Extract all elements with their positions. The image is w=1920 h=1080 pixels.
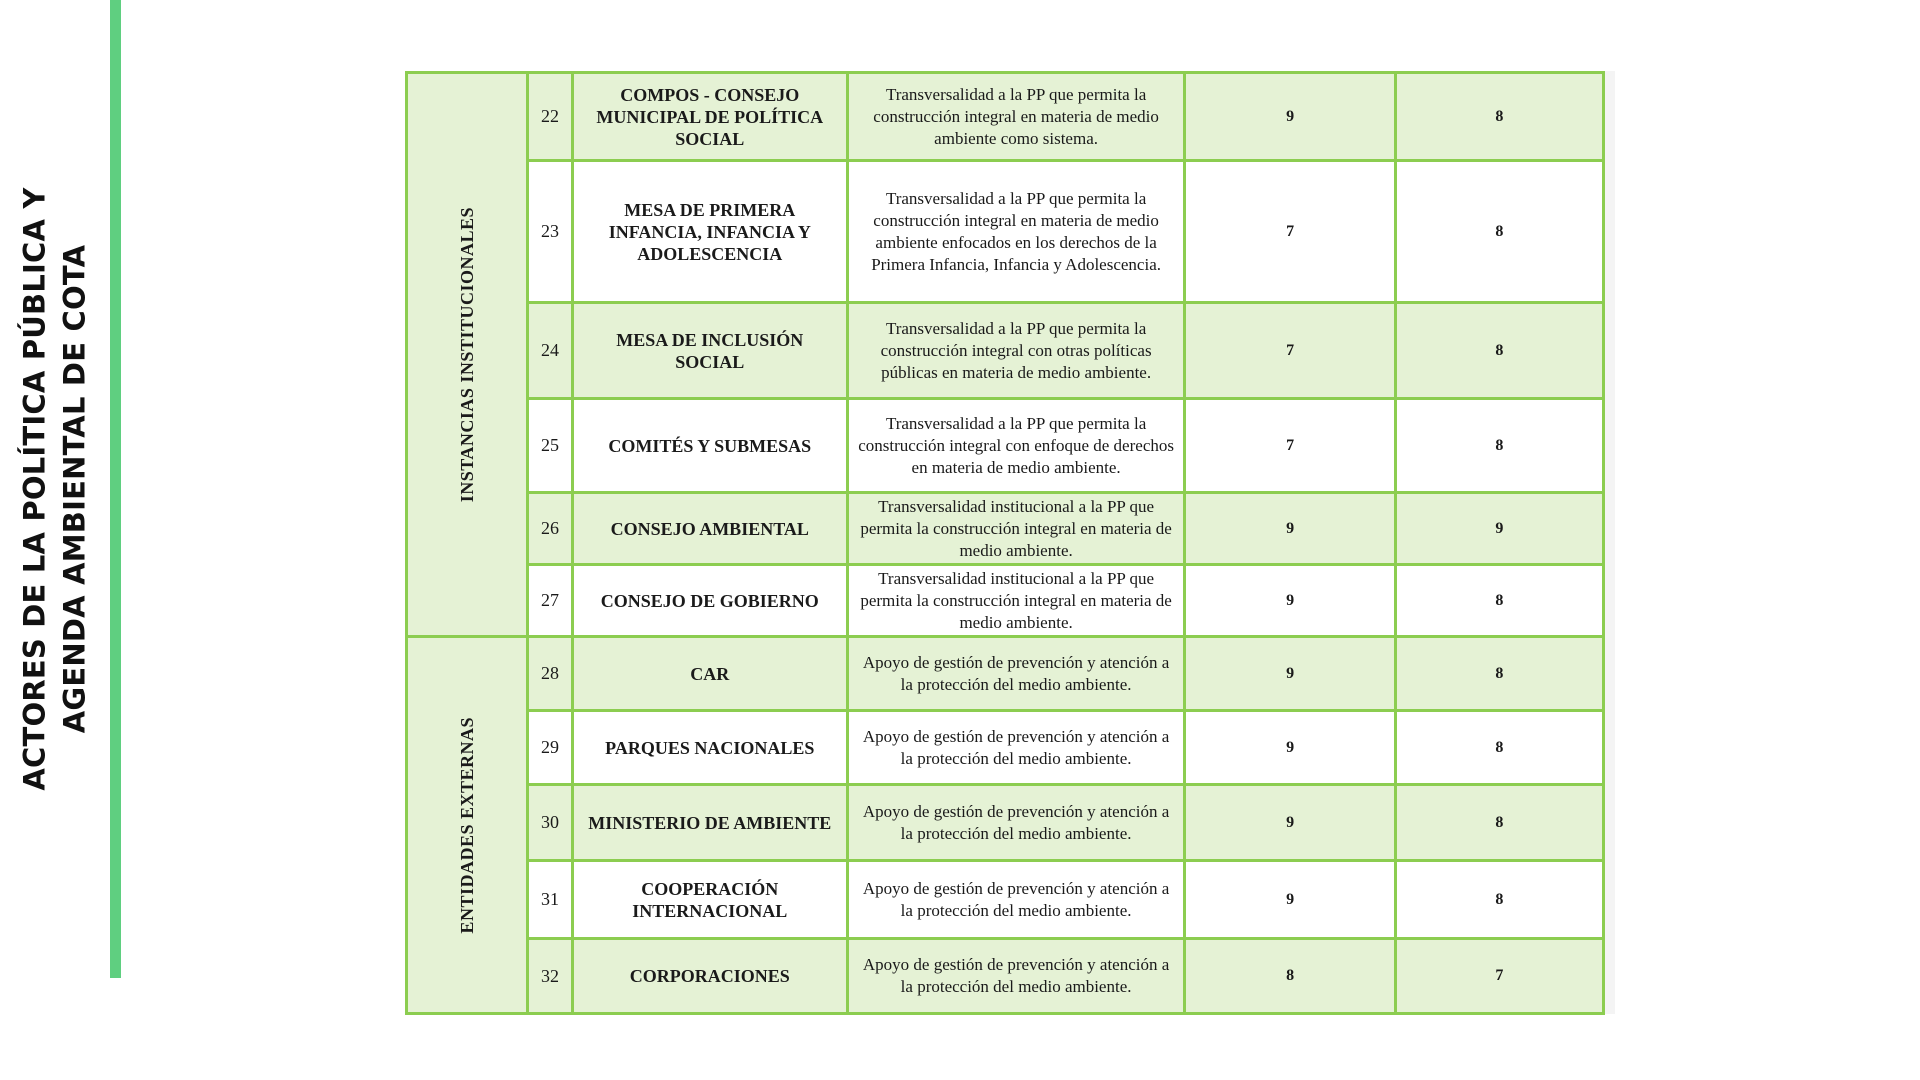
score-2: 8: [1395, 785, 1603, 861]
actor-description: Transversalidad institucional a la PP que permita la construcción integral en materia de medio ambiente.: [847, 565, 1185, 637]
actor-description: Apoyo de gestión de prevención y atención a la protección del medio ambiente.: [847, 861, 1185, 939]
table-row: [407, 565, 1604, 637]
actor-name: COMITÉS Y SUBMESAS: [572, 399, 847, 493]
score-1: 9: [1185, 861, 1395, 939]
score-2: 8: [1395, 161, 1603, 303]
actor-description: Transversalidad institucional a la PP que permita la construcción integral en materia de medio ambiente.: [847, 493, 1185, 565]
side-title-line-2: AGENDA AMBIENTAL DE COTA: [58, 244, 93, 734]
score-2: 9: [1395, 493, 1603, 565]
table-row: [407, 493, 1604, 565]
row-number: 28: [528, 637, 572, 711]
score-2: 8: [1395, 565, 1603, 637]
score-1: 9: [1185, 565, 1395, 637]
row-number: 31: [528, 861, 572, 939]
row-number: 26: [528, 493, 572, 565]
row-number: 30: [528, 785, 572, 861]
actor-name: CONSEJO DE GOBIERNO: [572, 565, 847, 637]
side-title: [0, 0, 110, 978]
table-row: [407, 711, 1604, 785]
row-number: 27: [528, 565, 572, 637]
score-1: 9: [1185, 711, 1395, 785]
score-1: 9: [1185, 637, 1395, 711]
actor-description: Transversalidad a la PP que permita la construcción integral con otras políticas públicas en materia de medio ambiente.: [847, 303, 1185, 399]
actor-description: Apoyo de gestión de prevención y atención a la protección del medio ambiente.: [847, 711, 1185, 785]
table-row: [407, 939, 1604, 1014]
score-1: 8: [1185, 939, 1395, 1014]
score-2: 7: [1395, 939, 1603, 1014]
score-1: 7: [1185, 161, 1395, 303]
group-cell-instituciones: [407, 73, 528, 637]
score-1: 7: [1185, 399, 1395, 493]
row-number: 32: [528, 939, 572, 1014]
group-label: INSTANCIAS INSTITUCIONALES: [456, 206, 477, 503]
side-title-line-1: ACTORES DE LA POLÍTICA PÚBLICA Y: [18, 187, 53, 791]
row-number: 24: [528, 303, 572, 399]
actor-description: Apoyo de gestión de prevención y atención a la protección del medio ambiente.: [847, 637, 1185, 711]
row-number: 22: [528, 73, 572, 161]
score-1: 9: [1185, 73, 1395, 161]
actor-description: Transversalidad a la PP que permita la construcción integral en materia de medio ambiente enfocados en los derechos de la Primera Infancia, Infancia y Adolescencia.: [847, 161, 1185, 303]
table-row: [407, 303, 1604, 399]
table-row: [407, 399, 1604, 493]
score-2: 8: [1395, 861, 1603, 939]
actor-description: Apoyo de gestión de prevención y atención a la protección del medio ambiente.: [847, 785, 1185, 861]
score-1: 7: [1185, 303, 1395, 399]
actor-name: COOPERACIÓN INTERNACIONAL: [572, 861, 847, 939]
score-2: 8: [1395, 303, 1603, 399]
row-number: 29: [528, 711, 572, 785]
accent-bar: [110, 0, 121, 978]
table-row: [407, 637, 1604, 711]
score-2: 8: [1395, 711, 1603, 785]
table-row: [407, 73, 1604, 161]
actor-description: Transversalidad a la PP que permita la construcción integral en materia de medio ambiente como sistema.: [847, 73, 1185, 161]
score-1: 9: [1185, 493, 1395, 565]
table-row: [407, 785, 1604, 861]
actors-table: [405, 71, 1605, 1015]
actor-name: PARQUES NACIONALES: [572, 711, 847, 785]
score-2: 8: [1395, 637, 1603, 711]
score-2: 8: [1395, 399, 1603, 493]
group-cell-entidades: [407, 637, 528, 1014]
actor-name: CORPORACIONES: [572, 939, 847, 1014]
table-container: [405, 71, 1615, 1014]
row-number: 25: [528, 399, 572, 493]
row-number: 23: [528, 161, 572, 303]
actor-name: MESA DE PRIMERA INFANCIA, INFANCIA Y ADOLESCENCIA: [572, 161, 847, 303]
score-1: 9: [1185, 785, 1395, 861]
side-title-text: [15, 187, 95, 790]
actor-name: CAR: [572, 637, 847, 711]
actor-name: MESA DE INCLUSIÓN SOCIAL: [572, 303, 847, 399]
group-label: ENTIDADES EXTERNAS: [456, 716, 477, 934]
actor-description: Apoyo de gestión de prevención y atención a la protección del medio ambiente.: [847, 939, 1185, 1014]
score-2: 8: [1395, 73, 1603, 161]
actor-name: COMPOS - CONSEJO MUNICIPAL DE POLÍTICA SOCIAL: [572, 73, 847, 161]
actor-name: CONSEJO AMBIENTAL: [572, 493, 847, 565]
actor-description: Transversalidad a la PP que permita la construcción integral con enfoque de derechos en materia de medio ambiente.: [847, 399, 1185, 493]
table-row: [407, 161, 1604, 303]
actor-name: MINISTERIO DE AMBIENTE: [572, 785, 847, 861]
table-row: [407, 861, 1604, 939]
